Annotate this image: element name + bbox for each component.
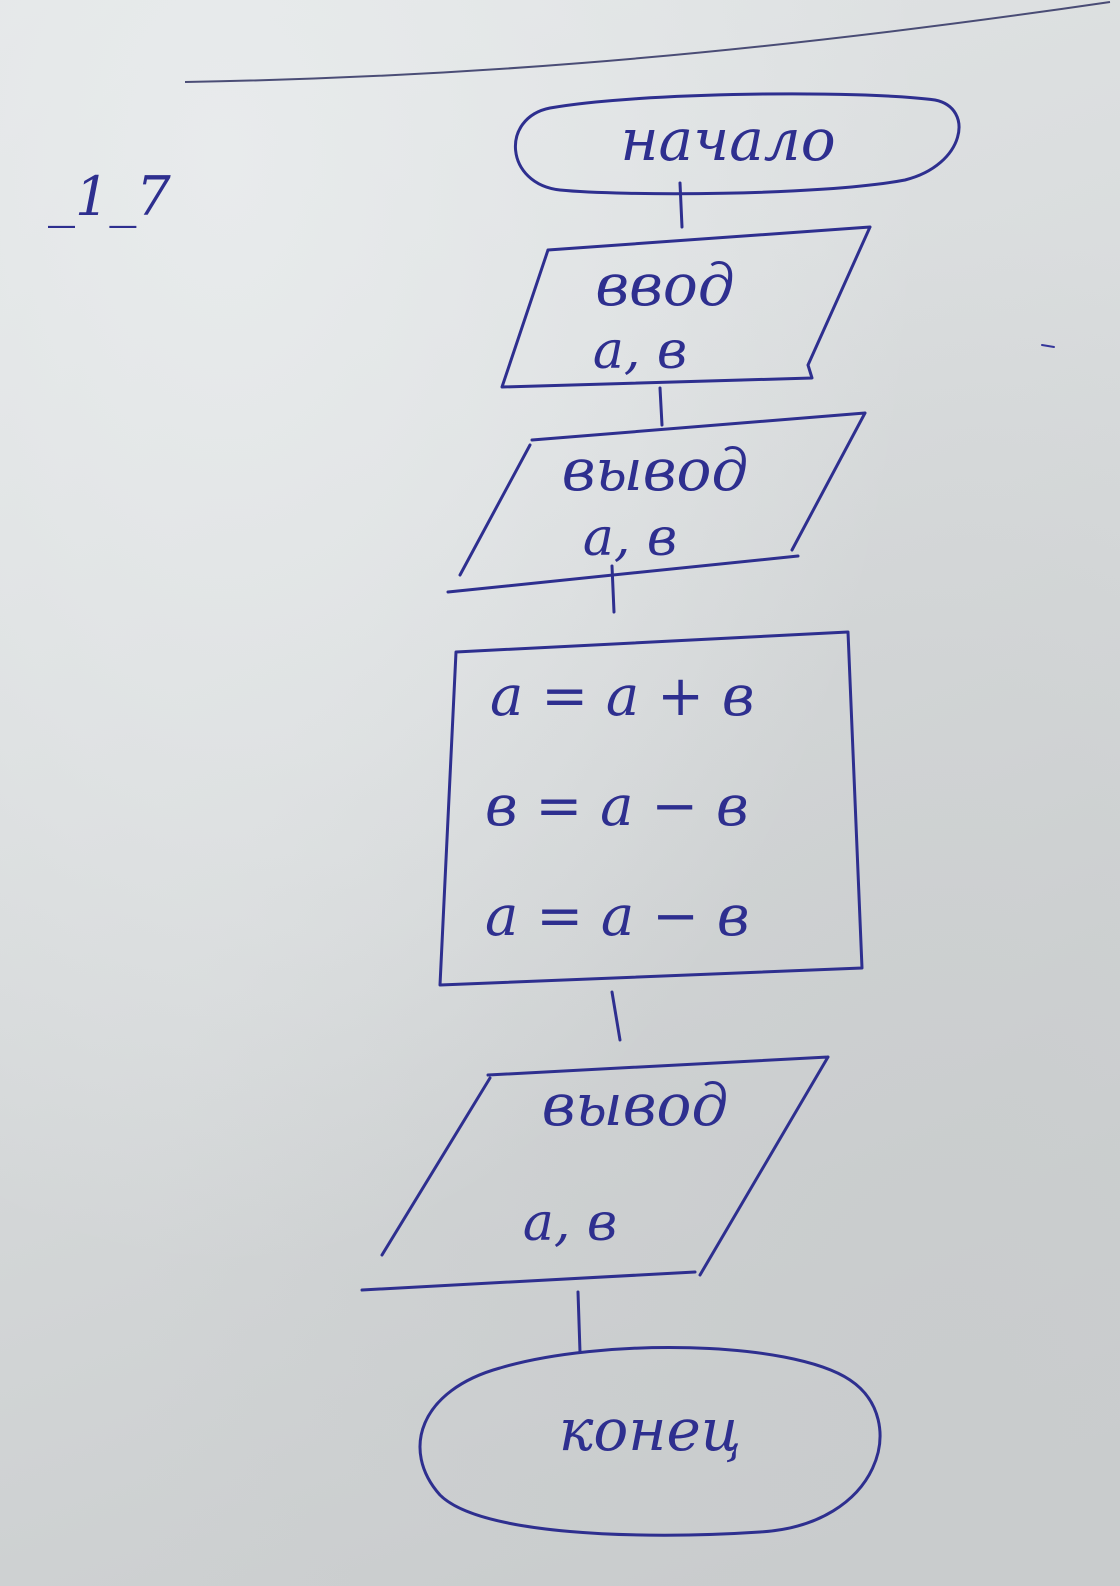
process-line-3: a = a − в [485, 884, 750, 949]
start-terminal [515, 94, 959, 194]
process-line-2: в = a − в [485, 774, 749, 839]
output-before-line1: вывод [561, 436, 749, 504]
connector-process-output [612, 992, 620, 1040]
task-label: _1_7 [48, 165, 171, 228]
input-line1: ввод [595, 251, 735, 319]
output-before-line2: a, в [582, 508, 678, 568]
page-rule-line [185, 2, 1110, 82]
output-after-block [362, 1057, 828, 1290]
connector-output-end [578, 1292, 580, 1352]
output-before-block [448, 413, 865, 592]
end-terminal [420, 1347, 880, 1535]
end-label: конец [558, 1396, 742, 1464]
output-after-line1: вывод [541, 1071, 729, 1139]
start-label: начало [620, 106, 836, 174]
connector-output-process [612, 566, 614, 612]
output-after-line2: a, в [522, 1193, 618, 1253]
input-block [502, 227, 870, 387]
process-block [440, 632, 862, 985]
connector-input-output [660, 388, 662, 425]
connector-start-input [680, 183, 682, 227]
stray-mark [1042, 345, 1054, 347]
process-line-1: a = a + в [490, 664, 755, 729]
input-line2: a, в [592, 321, 688, 381]
